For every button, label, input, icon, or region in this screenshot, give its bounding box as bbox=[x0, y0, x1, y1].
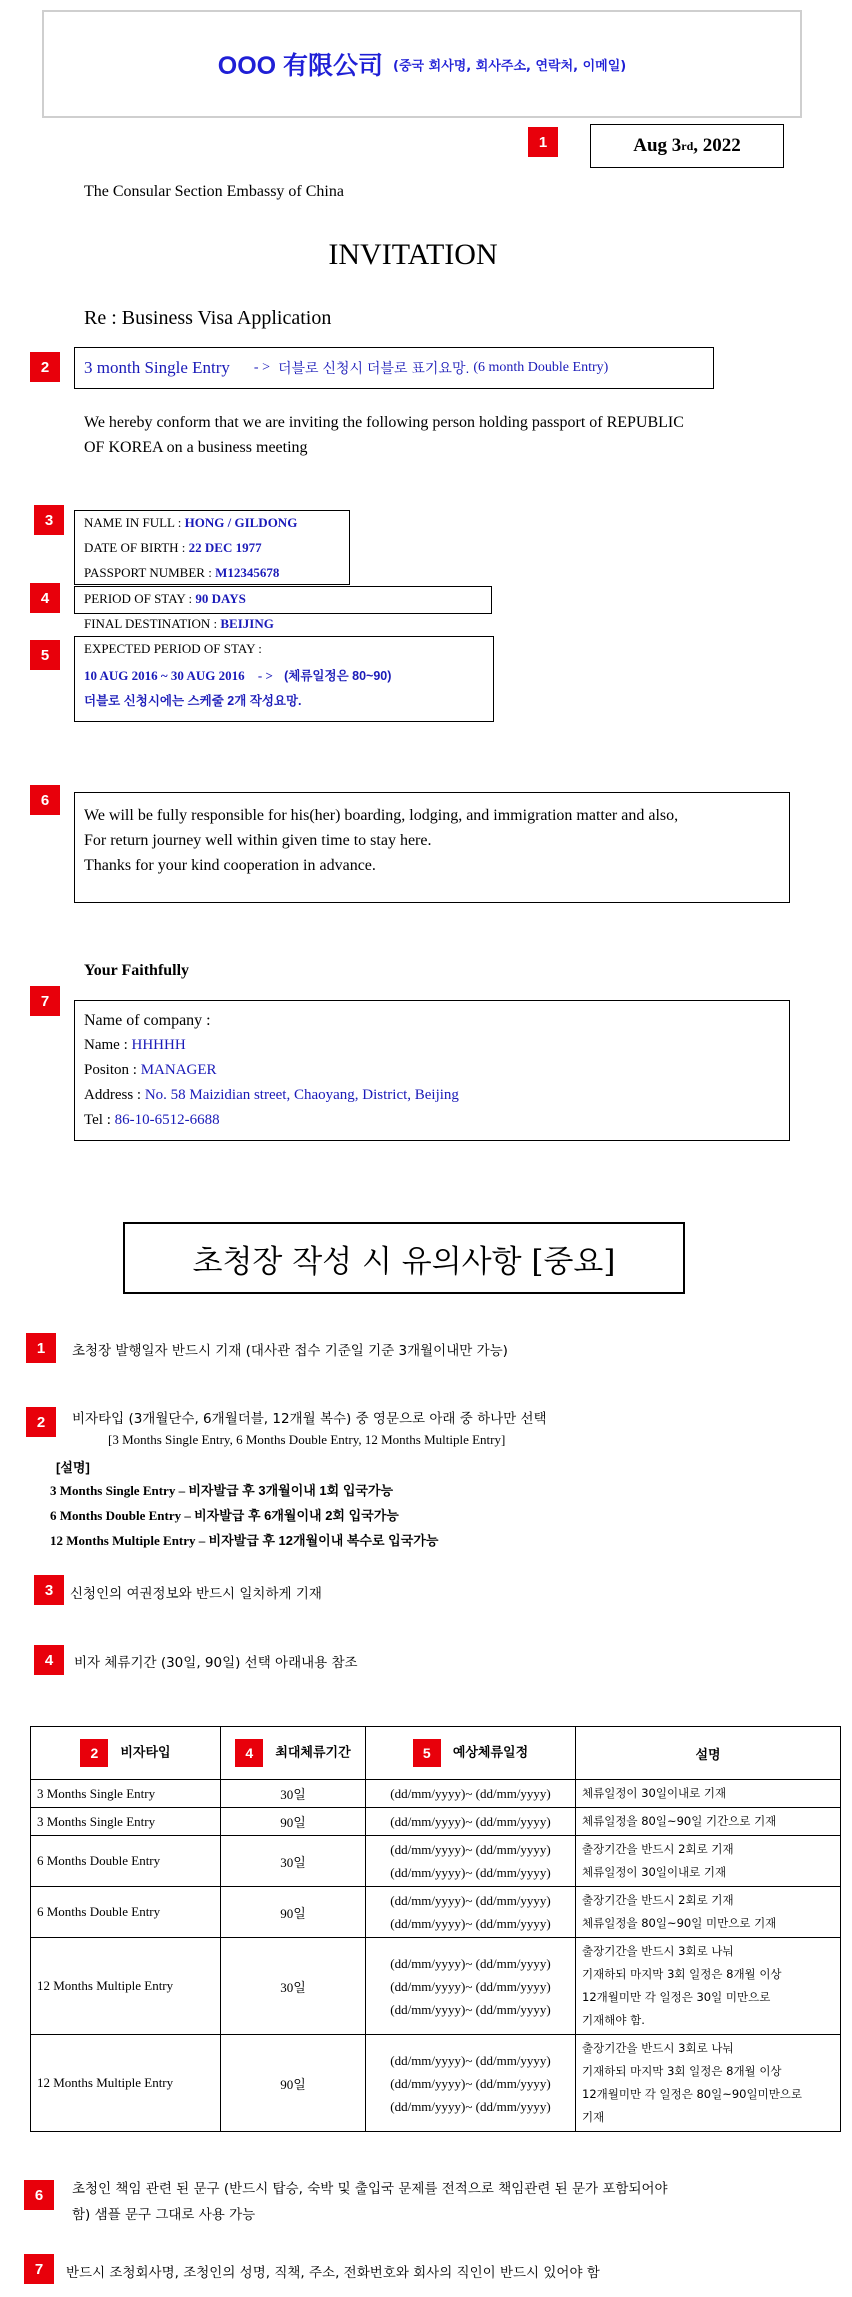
cell-schedule bbox=[366, 2035, 576, 2132]
description-line: 기재 bbox=[582, 2110, 605, 2124]
schedule-line: (dd/mm/yyyy)~ (dd/mm/yyyy) bbox=[390, 1978, 551, 1994]
description-line: 체류일정이 30일이내로 기재 bbox=[582, 1865, 727, 1879]
schedule-line: (dd/mm/yyyy)~ (dd/mm/yyyy) bbox=[390, 1814, 551, 1829]
resp-line-1: We will be fully responsible for his(her) boarding, lodging, and immigration matter and also, bbox=[84, 807, 679, 824]
table-row bbox=[31, 1780, 841, 1808]
note-6-line-1: 초청인 책임 관련 된 문구 (반드시 탑승, 숙박 및 출입국 문제를 전적으로 책임관련 된 문가 포함되어야 bbox=[72, 2181, 668, 2197]
expected-note: (체류일정은 80~90) bbox=[284, 669, 392, 683]
date-suffix: rd bbox=[681, 138, 694, 153]
badge-company: 7 bbox=[30, 986, 60, 1016]
stay-value: 90 DAYS bbox=[195, 591, 246, 606]
cell-schedule bbox=[366, 1887, 576, 1938]
tel-row: Tel : 86-10-6512-6688 bbox=[84, 1112, 220, 1128]
cell-max-stay: 90일 bbox=[221, 1887, 366, 1938]
schedule-line: (dd/mm/yyyy)~ (dd/mm/yyyy) bbox=[390, 2001, 551, 2017]
name-value: HONG / GILDONG bbox=[184, 515, 298, 530]
resp-line-2: For return journey well within given time to stay here. bbox=[84, 832, 432, 849]
resp-line-3: Thanks for your kind cooperation in advance. bbox=[84, 857, 376, 874]
badge-stay: 4 bbox=[30, 583, 60, 613]
dob-value: 22 DEC 1977 bbox=[188, 540, 262, 555]
cell-visa-type: 6 Months Double Entry bbox=[31, 1836, 221, 1887]
table-row bbox=[31, 1808, 841, 1836]
address-row: Address : No. 58 Maizidian street, Chaoyang, District, Beijing bbox=[84, 1087, 459, 1103]
expected-arrow: - > bbox=[257, 668, 273, 683]
position-value: MANAGER bbox=[140, 1062, 217, 1078]
schedule-line: (dd/mm/yyyy)~ (dd/mm/yyyy) bbox=[390, 1893, 551, 1908]
explain-2: 6 Months Double Entry – 비자발급 후 6개월이내 2회 입국가능 bbox=[50, 1508, 399, 1523]
person-info bbox=[84, 510, 297, 585]
cell-schedule bbox=[366, 1836, 576, 1887]
intro-line-2: OF KOREA on a business meeting bbox=[84, 439, 308, 456]
header-description: 설명 bbox=[576, 1727, 841, 1780]
badge-note-6: 6 bbox=[24, 2180, 54, 2210]
description-line: 체류일정을 80일~90일 미만으로 기재 bbox=[582, 1916, 777, 1930]
intro-text bbox=[84, 410, 784, 460]
description-line: 기재해야 함. bbox=[582, 2013, 645, 2027]
note-3: 신청인의 여권정보와 반드시 일치하게 기재 bbox=[70, 1586, 322, 1602]
company-header-note: (중국 회사명, 회사주소, 연락처, 이메일) bbox=[393, 58, 627, 74]
cell-visa-type: 3 Months Single Entry bbox=[31, 1780, 221, 1808]
header-badge: 2 bbox=[80, 1739, 108, 1767]
badge-person: 3 bbox=[34, 505, 64, 535]
cell-schedule bbox=[366, 1938, 576, 2035]
note-4: 비자 체류기간 (30일, 90일) 선택 아래내용 참조 bbox=[74, 1655, 358, 1671]
entry-alt: (6 month Double Entry) bbox=[473, 360, 609, 375]
intro-line-1: We hereby conform that we are inviting the following person holding passport of REPUBLIC bbox=[84, 414, 684, 431]
note-2-sub: [3 Months Single Entry, 6 Months Double Entry, 12 Months Multiple Entry] bbox=[108, 1432, 506, 1447]
badge-date: 1 bbox=[528, 127, 558, 157]
date-year: , 2022 bbox=[693, 135, 741, 156]
expected-value: 10 AUG 2016 ~ 30 AUG 2016 bbox=[84, 668, 245, 683]
explain-1: 3 Months Single Entry – 비자발급 후 3개월이내 1회 입국가능 bbox=[50, 1483, 394, 1498]
addressee: The Consular Section Embassy of China bbox=[84, 183, 344, 200]
guide-title: 초청장 작성 시 유의사항 [중요] bbox=[192, 1243, 616, 1280]
description-line: 출장기간을 반드시 3회로 나눠 bbox=[582, 2041, 734, 2055]
guide-title-box bbox=[123, 1222, 685, 1294]
schedule-line: (dd/mm/yyyy)~ (dd/mm/yyyy) bbox=[390, 1916, 551, 1931]
cell-description bbox=[576, 1887, 841, 1938]
description-line: 출장기간을 반드시 2회로 기재 bbox=[582, 1842, 734, 1856]
date-month-day: Aug 3 bbox=[633, 135, 682, 156]
table-row bbox=[31, 1836, 841, 1887]
explain-3: 12 Months Multiple Entry – 비자발급 후 12개월이내 복수로 입국가능 bbox=[50, 1533, 439, 1548]
company-name-row: Name : HHHHH bbox=[84, 1037, 186, 1053]
table-row bbox=[31, 1938, 841, 2035]
badge-entry: 2 bbox=[30, 352, 60, 382]
description-line: 기재하되 마지막 3회 일정은 8개월 이상 bbox=[582, 1967, 782, 1981]
entry-main: 3 month Single Entry bbox=[84, 358, 230, 377]
note-2: 비자타입 (3개월단수, 6개월더블, 12개월 복수) 중 영문으로 아래 중 하나만 선택 bbox=[72, 1411, 547, 1427]
note-1: 초청장 발행일자 반드시 기재 (대사관 접수 기준일 기준 3개월이내만 가능) bbox=[72, 1343, 508, 1359]
entry-note: 더블로 신청시 더블로 표기요망. bbox=[277, 360, 470, 376]
passport-value: M12345678 bbox=[215, 565, 280, 580]
cell-schedule bbox=[366, 1808, 576, 1836]
dob-row: DATE OF BIRTH : 22 DEC 1977 bbox=[84, 540, 262, 555]
company-name: OOO 有限公司 bbox=[217, 52, 384, 80]
badge-note-1: 1 bbox=[26, 1333, 56, 1363]
cell-visa-type: 3 Months Single Entry bbox=[31, 1808, 221, 1836]
address-value: No. 58 Maizidian street, Chaoyang, District, Beijing bbox=[144, 1087, 459, 1103]
schedule-line: (dd/mm/yyyy)~ (dd/mm/yyyy) bbox=[390, 2075, 551, 2091]
schedule-line: (dd/mm/yyyy)~ (dd/mm/yyyy) bbox=[390, 1842, 551, 1857]
cell-max-stay: 90일 bbox=[221, 2035, 366, 2132]
closing-faithfully: Your Faithfully bbox=[84, 962, 190, 979]
schedule-line: (dd/mm/yyyy)~ (dd/mm/yyyy) bbox=[390, 1955, 551, 1971]
passport-row: PASSPORT NUMBER : M12345678 bbox=[84, 565, 280, 580]
description-line: 출장기간을 반드시 2회로 기재 bbox=[582, 1893, 734, 1907]
expected-note-2: 더블로 신청시에는 스케줄 2개 작성요망. bbox=[84, 694, 302, 708]
badge-responsibility: 6 bbox=[30, 785, 60, 815]
cell-description bbox=[576, 1836, 841, 1887]
company-header bbox=[42, 10, 802, 118]
re-line: Re : Business Visa Application bbox=[84, 307, 332, 329]
badge-note-3: 3 bbox=[34, 1575, 64, 1605]
stay-row: PERIOD OF STAY : 90 DAYS bbox=[84, 591, 246, 606]
entry-arrow: - > bbox=[253, 360, 270, 375]
badge-note-7: 7 bbox=[24, 2254, 54, 2284]
expected-label: EXPECTED PERIOD OF STAY : bbox=[84, 641, 262, 656]
cell-description bbox=[576, 2035, 841, 2132]
badge-expected: 5 bbox=[30, 640, 60, 670]
description-line: 체류일정을 80일~90일 기간으로 기재 bbox=[582, 1814, 777, 1828]
header-schedule: 5 예상체류일정 bbox=[366, 1727, 576, 1780]
letter-title: INVITATION bbox=[328, 238, 498, 271]
expected-period bbox=[84, 636, 484, 714]
table-row bbox=[31, 1887, 841, 1938]
cell-max-stay: 90일 bbox=[221, 1808, 366, 1836]
position-row: Positon : MANAGER bbox=[84, 1062, 217, 1078]
cell-description bbox=[576, 1938, 841, 2035]
explain-label: [설명] bbox=[56, 1460, 90, 1475]
schedule-line: (dd/mm/yyyy)~ (dd/mm/yyyy) bbox=[390, 1786, 551, 1801]
schedule-line: (dd/mm/yyyy)~ (dd/mm/yyyy) bbox=[390, 2098, 551, 2114]
schedule-line: (dd/mm/yyyy)~ (dd/mm/yyyy) bbox=[390, 1865, 551, 1880]
letter-date bbox=[590, 124, 784, 168]
description-line: 12개월미만 각 일정은 30일 미만으로 bbox=[582, 1990, 771, 2004]
cell-description bbox=[576, 1808, 841, 1836]
entry-type-box bbox=[74, 347, 714, 389]
table-row bbox=[31, 2035, 841, 2132]
cell-visa-type: 12 Months Multiple Entry bbox=[31, 2035, 221, 2132]
description-line: 기재하되 마지막 3회 일정은 8개월 이상 bbox=[582, 2064, 782, 2078]
cell-visa-type: 12 Months Multiple Entry bbox=[31, 1938, 221, 2035]
description-line: 체류일정이 30일이내로 기재 bbox=[582, 1786, 727, 1800]
description-line: 12개월미만 각 일정은 80일~90일미만으로 bbox=[582, 2087, 803, 2101]
cell-max-stay: 30일 bbox=[221, 1938, 366, 2035]
header-badge: 4 bbox=[235, 1739, 263, 1767]
company-name-value: HHHHH bbox=[131, 1037, 186, 1053]
badge-note-4: 4 bbox=[34, 1645, 64, 1675]
note-7: 반드시 조청회사명, 조청인의 성명, 직책, 주소, 전화번호와 회사의 직인이 반드시 있어야 함 bbox=[66, 2265, 600, 2281]
destination-row: FINAL DESTINATION : BEIJING bbox=[84, 616, 274, 631]
cell-visa-type: 6 Months Double Entry bbox=[31, 1887, 221, 1938]
company-box bbox=[74, 1000, 790, 1141]
header-visa-type: 2 비자타입 bbox=[31, 1727, 221, 1780]
cell-max-stay: 30일 bbox=[221, 1836, 366, 1887]
tel-value: 86-10-6512-6688 bbox=[114, 1112, 220, 1128]
responsibility-box bbox=[74, 792, 790, 903]
name-row: NAME IN FULL : HONG / GILDONG bbox=[84, 515, 298, 530]
description-line: 출장기간을 반드시 3회로 나눠 bbox=[582, 1944, 734, 1958]
destination-value: BEIJING bbox=[220, 616, 274, 631]
table-header-row bbox=[31, 1727, 841, 1780]
cell-schedule bbox=[366, 1780, 576, 1808]
badge-note-2: 2 bbox=[26, 1407, 56, 1437]
cell-description bbox=[576, 1780, 841, 1808]
note-6-line-2: 함) 샘플 문구 그대로 사용 가능 bbox=[72, 2207, 256, 2223]
cell-max-stay: 30일 bbox=[221, 1780, 366, 1808]
visa-type-table bbox=[30, 1726, 841, 2132]
company-label: Name of company : bbox=[84, 1012, 211, 1029]
header-badge: 5 bbox=[413, 1739, 441, 1767]
schedule-line: (dd/mm/yyyy)~ (dd/mm/yyyy) bbox=[390, 2052, 551, 2068]
header-max-stay: 4 최대체류기간 bbox=[221, 1727, 366, 1780]
